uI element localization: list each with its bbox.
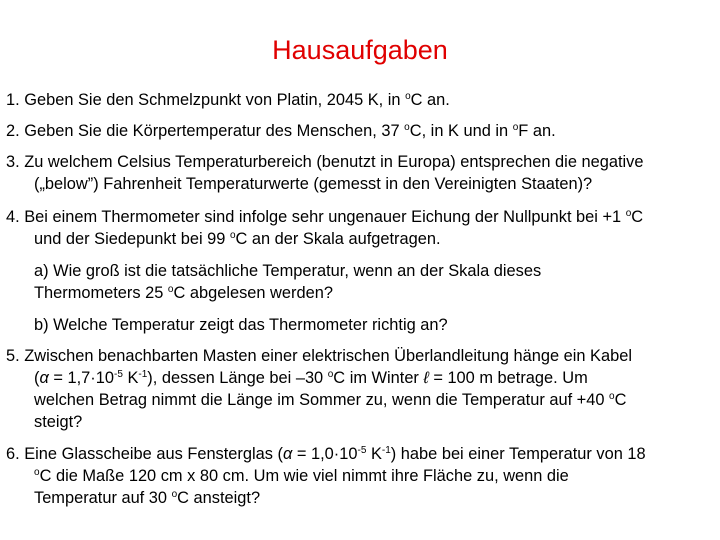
question-2 [6, 120, 716, 142]
question-4a [34, 260, 716, 304]
question-1 [6, 89, 716, 111]
question-5 [6, 345, 716, 433]
page-title: Hausaufgaben [272, 35, 448, 65]
question-4-line-1-end: C [631, 208, 644, 226]
ell-symbol: ℓ [423, 369, 429, 387]
question-4b-text: b) Welche Temperatur zeigt das Thermometer richtig an? [34, 316, 448, 334]
question-4b [34, 314, 716, 336]
question-5-line-3: welchen Betrag nimmt die Länge im Sommer zu, wenn die Temperatur auf +40 $^o$C [34, 391, 627, 409]
alpha-symbol: α [39, 369, 49, 387]
question-2-text: 2. Geben Sie die Körpertemperatur des Menschen, 37 [6, 122, 405, 140]
question-6-line-1: 6. Eine Glasscheibe aus Fensterglas ($\alpha = 1,0\cdot 10^{-5}$ $K^{-1}$) habe bei einer Temperatur von 18 [6, 445, 646, 463]
question-5-line-4: steigt? [34, 413, 83, 431]
degree-sign: o [512, 122, 519, 133]
question-1-text: 1. Geben Sie den Schmelzpunkt von Platin, 2045 K, in [6, 91, 406, 109]
question-2-text-end: F an. [518, 122, 556, 140]
question-4-line-2: und der Siedepunkt bei 99 $^o$C an der Skala aufgetragen. [34, 230, 441, 248]
question-6-line-2: $^o$C die Maße 120 cm x 80 cm. Um wie viel nimmt ihre Fläche zu, wenn die [34, 467, 569, 485]
question-3-line-2: („below”) Fahrenheit Temperaturwerte (gemesst in den Vereinigten Staaten)? [34, 175, 593, 193]
question-4a-line-1: a) Wie groß ist die tatsächliche Temperatur, wenn an der Skala dieses [34, 262, 542, 280]
degree-sign: o [609, 391, 615, 402]
degree-sign: o [34, 467, 40, 478]
exponent: -1 [381, 445, 391, 456]
degree-sign: o [167, 284, 174, 295]
degree-sign: o [327, 369, 334, 380]
question-4 [6, 206, 716, 250]
question-3-line-1: 3. Zu welchem Celsius Temperaturbereich (benutzt in Europa) entsprechen die negative [6, 153, 644, 171]
question-3 [6, 151, 716, 195]
question-4-line-1: 4. Bei einem Thermometer sind infolge sehr ungenauer Eichung der Nullpunkt bei +1 [6, 208, 626, 226]
exponent: -5 [113, 369, 123, 380]
exponent: -1 [138, 369, 148, 380]
alpha-symbol: α [282, 445, 293, 463]
question-2-text-mid: C, in K und in [409, 122, 513, 140]
degree-sign: o [405, 91, 411, 102]
question-6-line-3: Temperatur auf 30 $^o$C ansteigt? [34, 489, 261, 507]
question-1-text-end: C an. [410, 91, 450, 109]
degree-sign: o [229, 230, 236, 241]
question-4a-line-2: Thermometers 25 $^o$C abgelesen werden? [34, 284, 333, 302]
exponent: -5 [357, 445, 367, 456]
degree-sign: o [625, 208, 632, 219]
degree-sign: o [404, 122, 410, 133]
question-5-line-2: ($\alpha = 1,7\cdot 10^{-5}$ $K^{-1}$), dessen Länge bei –30 $^o$C im Winter ℓ = 100 m betrage. Um [34, 369, 588, 387]
question-5-line-1: 5. Zwischen benachbarten Masten einer elektrischen Überlandleitung hänge ein Kabel [6, 347, 632, 365]
question-6 [6, 443, 716, 509]
degree-sign: o [171, 489, 178, 500]
